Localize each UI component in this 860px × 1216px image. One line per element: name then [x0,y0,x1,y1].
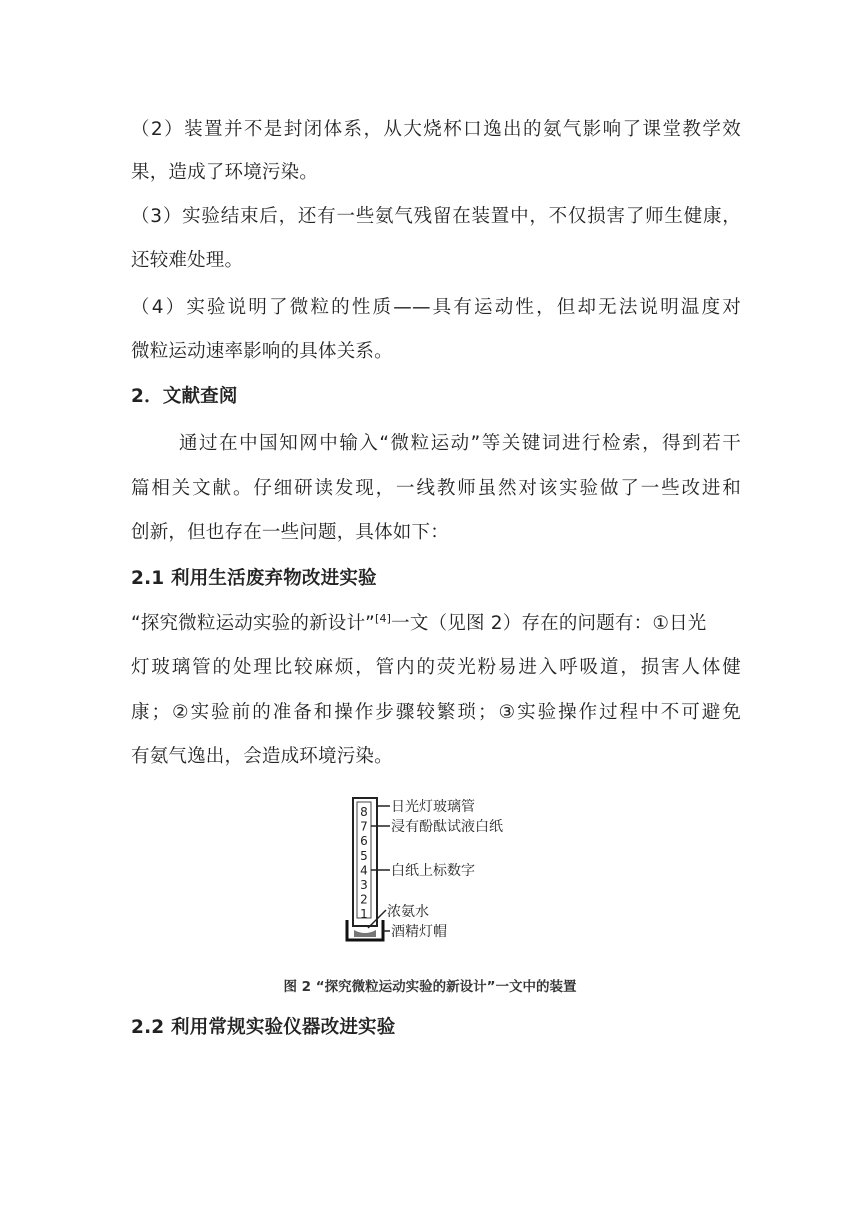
tube-number: 2 [360,892,368,907]
quoted-title: “探究微粒运动实验的新设计” [131,613,375,634]
label-glass-tube: 日光灯玻璃管 [391,799,475,815]
label-lamp-cap: 酒精灯帽 [391,924,447,940]
paragraph-line: 果，造成了环境污染。 [131,162,319,183]
tube-number: 1 [360,907,368,922]
figure-caption: 图 2 “探究微粒运动实验的新设计”一文中的装置 [283,979,577,995]
paragraph-line: （4）实验说明了微粒的性质——具有运动性，但却无法说明温度对 [131,297,741,318]
tube-number: 4 [360,863,368,878]
section-heading: 2.2 利用常规实验仪器改进实验 [131,1017,396,1038]
tube-number: 8 [360,805,368,819]
paragraph-line: 通过在中国知网中输入“微粒运动”等关键词进行检索，得到若干 [179,433,741,454]
ammonia-liquid [354,930,376,937]
label-numbers: 白纸上标数字 [391,863,475,879]
section-heading: 2.1 利用生活废弃物改进实验 [131,568,377,589]
paragraph-line [131,612,741,636]
citation-ref[interactable]: [4] [374,611,392,625]
label-paper-strip: 浸有酚酞试液白纸 [391,819,503,835]
paragraph-line: 创新，但也存在一些问题，具体如下： [131,522,449,543]
paragraph-line: 微粒运动速率影响的具体关系。 [131,341,393,362]
tube-number: 7 [360,819,368,834]
label-ammonia: 浓氨水 [387,904,429,920]
paragraph-line: 康；②实验前的准备和操作步骤较繁琐；③实验操作过程中不可避免 [131,702,741,723]
tube-number: 6 [360,834,368,849]
paragraph-text: 一文（见图 2）存在的问题有：①日光 [391,613,707,634]
apparatus-figure [330,790,550,950]
paragraph-line: 灯玻璃管的处理比较麻烦，管内的荧光粉易进入呼吸道，损害人体健 [131,657,741,678]
paragraph-line: 有氨气逸出，会造成环境污染。 [131,746,393,767]
paragraph-line: 篇相关文献。仔细研读发现，一线教师虽然对该实验做了一些改进和 [131,478,741,499]
paragraph-line: 还较难处理。 [131,250,244,271]
tube-number: 5 [360,848,368,863]
paragraph-line: （2）装置并不是封闭体系，从大烧杯口逸出的氨气影响了课堂教学效 [131,119,741,140]
tube-number: 3 [360,878,368,892]
section-heading: 2．文献查阅 [131,386,238,407]
paragraph-line: （3）实验结束后，还有一些氨气残留在装置中，不仅损害了师生健康， [131,206,741,227]
